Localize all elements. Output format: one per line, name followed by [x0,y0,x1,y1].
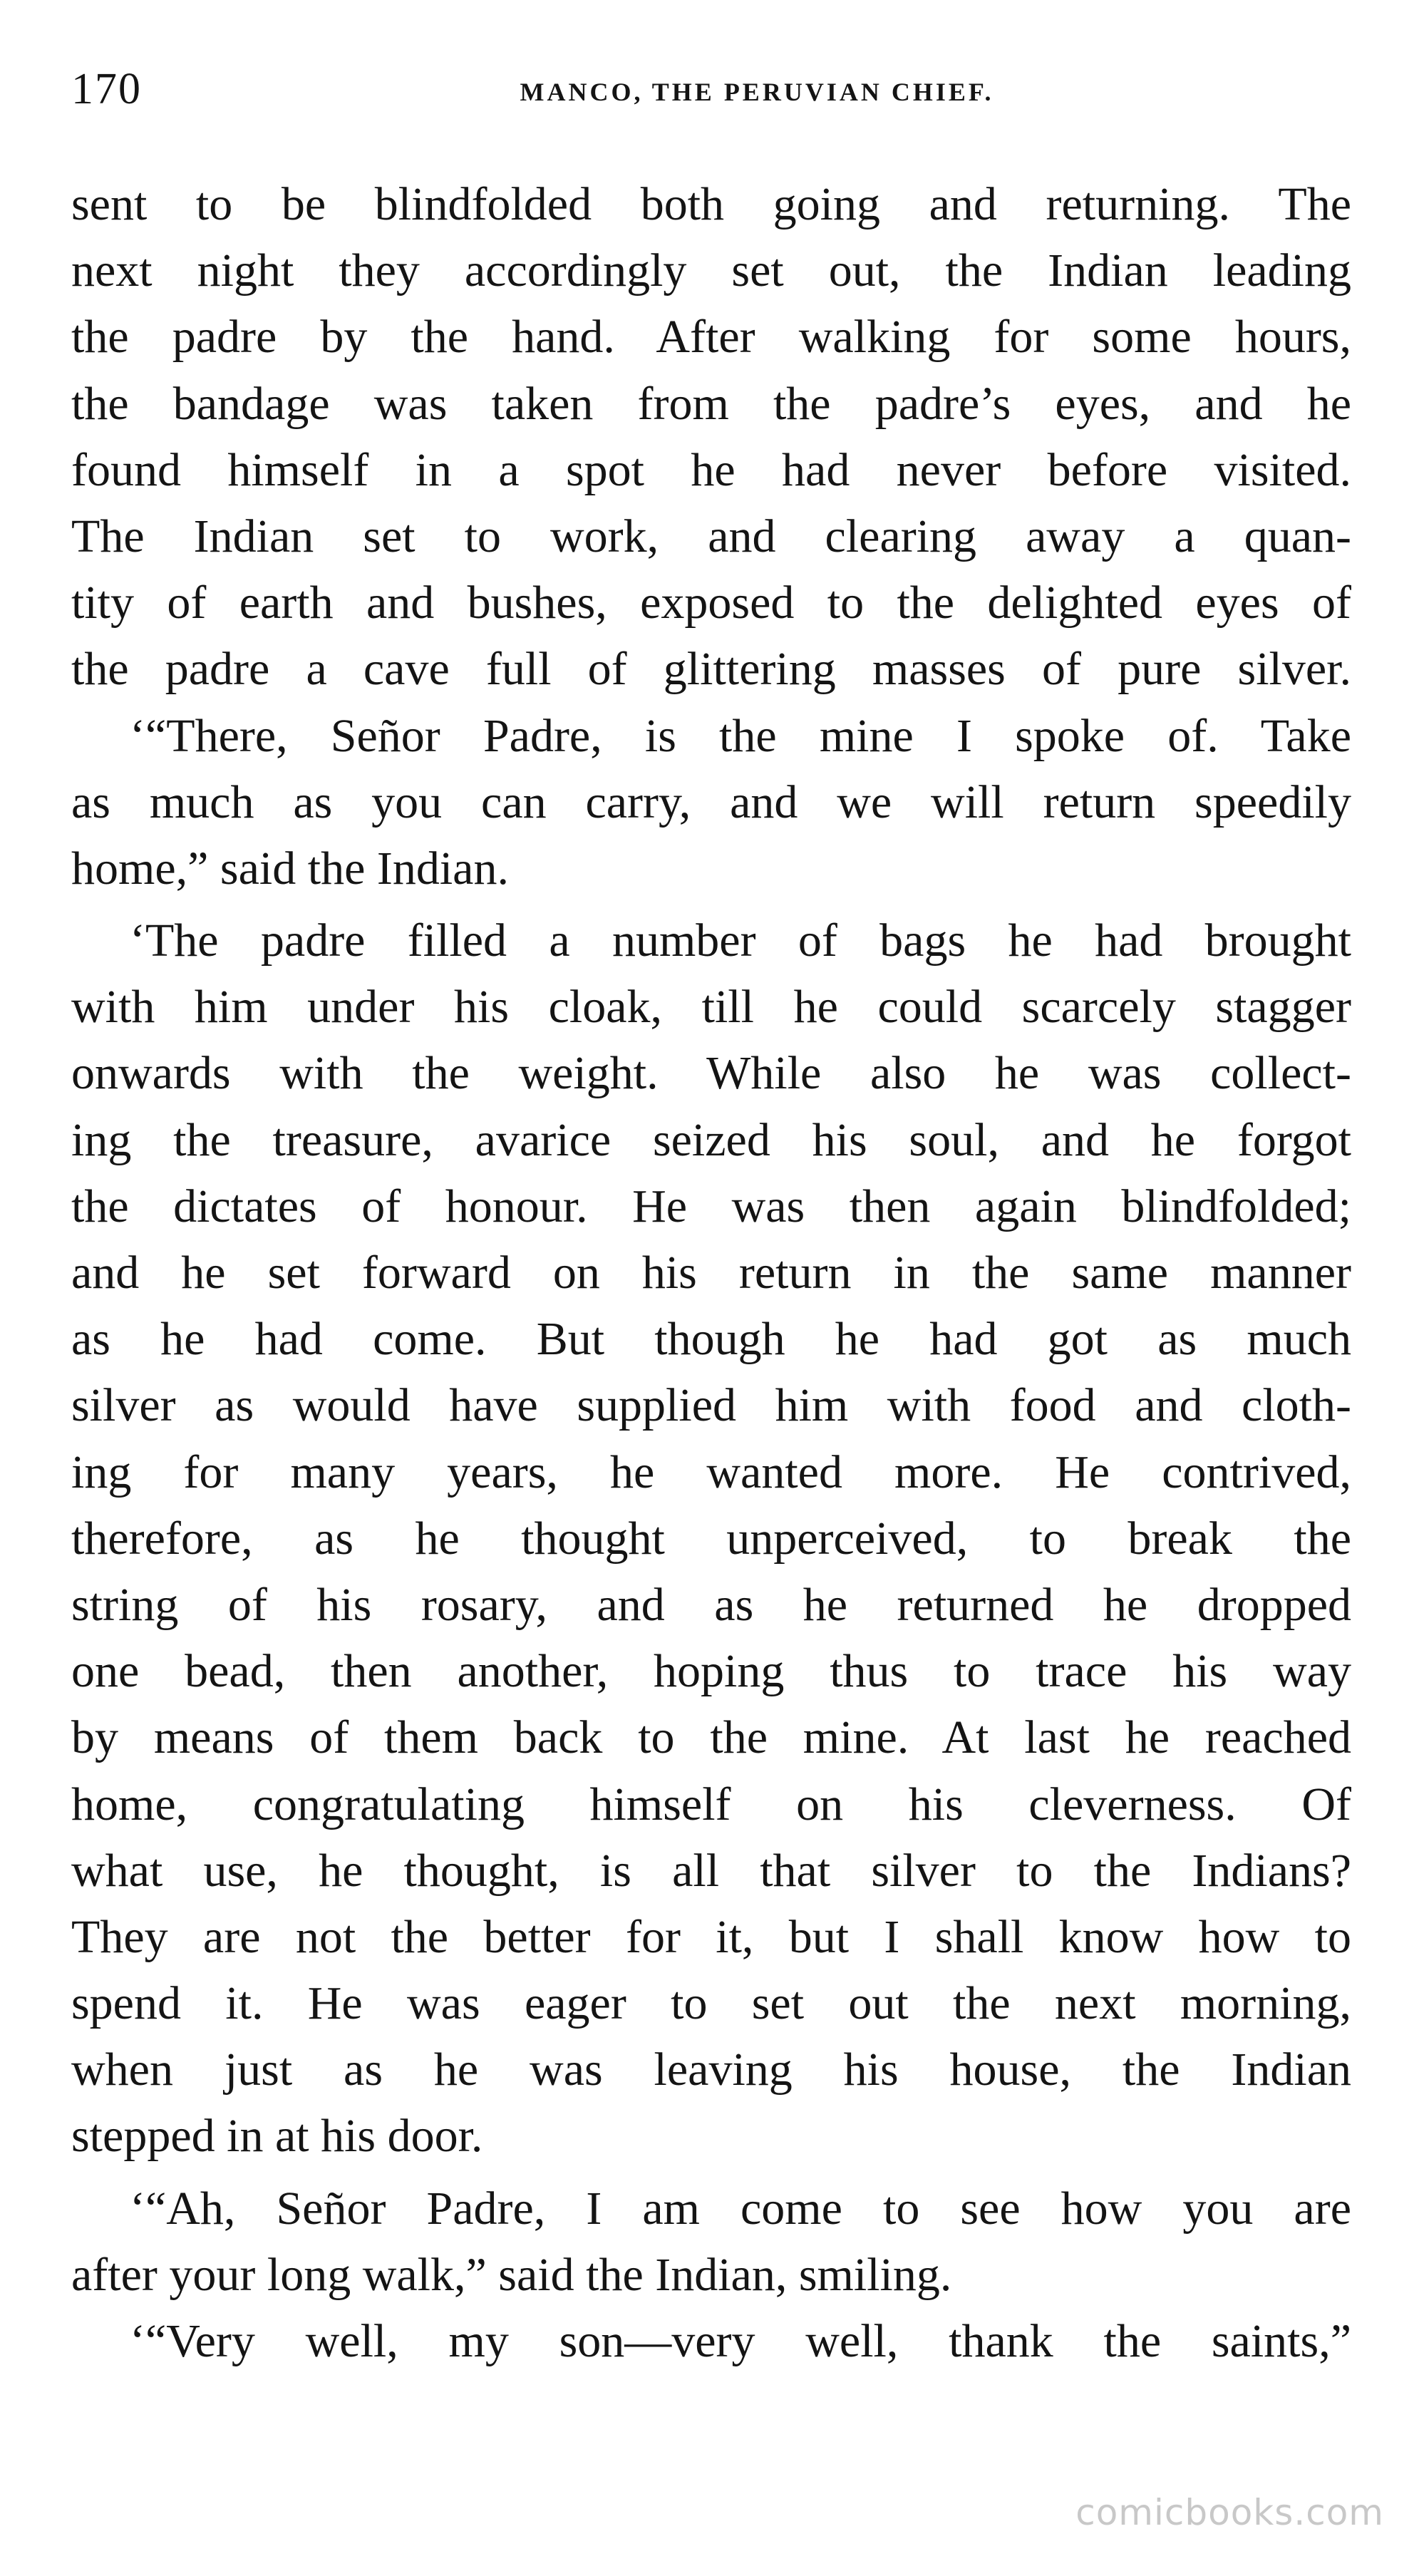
text-line: next night they accordingly set out, the Indian leading [71,244,1351,297]
text-line: as much as you can carry, and we will return speedily [71,776,1351,828]
text-line: onwards with the weight. While also he was collect- [71,1047,1351,1100]
page-header [71,64,1350,128]
text-line: home, congratulating himself on his cleverness. Of [71,1778,1351,1830]
paragraph [71,2308,1351,2374]
text-line: They are not the better for it, but I shall know how to [71,1910,1351,1963]
text-line: ing the treasure, avarice seized his soul, and he forgot [71,1113,1351,1166]
text-line: silver as would have supplied him with food and cloth- [71,1379,1351,1432]
text-line: home,” said the Indian. [71,842,509,895]
paragraph [71,2175,1351,2308]
text-line: as he had come. But though he had got as much [71,1313,1351,1366]
text-line: ‘“Very well, my son—very well, thank the saints,” [130,2315,1351,2367]
text-line: ‘“There, Señor Padre, is the mine I spoke of. Take [130,709,1351,762]
page-number: 170 [71,65,142,113]
text-line: the padre by the hand. After walking for some hours, [71,311,1351,364]
text-line: by means of them back to the mine. At last he reached [71,1711,1351,1764]
text-line: tity of earth and bushes, exposed to the delighted eyes of [71,577,1351,629]
text-line: stepped in at his door. [71,2110,483,2163]
text-line: one bead, then another, hoping thus to trace his way [71,1645,1351,1698]
text-line: the bandage was taken from the padre’s eyes, and he [71,377,1351,430]
text-line: and he set forward on his return in the same manner [71,1247,1351,1299]
running-head: MANCO, THE PERUVIAN CHIEF. [520,78,994,106]
text-line: ‘The padre filled a number of bags he had brought [130,915,1351,967]
text-line: what use, he thought, is all that silver to the Indians? [71,1844,1351,1897]
text-line: sent to be blindfolded both going and returning. The [71,178,1351,230]
text-line: the dictates of honour. He was then again blindfolded; [71,1180,1351,1232]
text-line: string of his rosary, and as he returned he dropped [71,1578,1351,1631]
text-line: found himself in a spot he had never before visited. [71,443,1351,496]
text-line: spend it. He was eager to set out the next morning, [71,1977,1351,2030]
paragraph [71,907,1351,2170]
text-line: with him under his cloak, till he could scarcely stagger [71,981,1351,1034]
text-line: the padre a cave full of glittering masses of pure silver. [71,643,1351,696]
text-line: ing for many years, he wanted more. He contrived, [71,1446,1351,1498]
paragraph [71,703,1351,902]
text-line: The Indian set to work, and clearing away a quan- [71,510,1351,562]
text-line: after your long walk,” said the Indian, smiling. [71,2248,952,2301]
watermark: comicbooks.com [1075,2492,1384,2533]
body-text [71,171,1351,2374]
text-line: therefore, as he thought unperceived, to break the [71,1512,1351,1565]
text-line: when just as he was leaving his house, the Indian [71,2044,1351,2096]
paragraph [71,171,1351,703]
text-line: ‘“Ah, Señor Padre, I am come to see how you are [130,2182,1351,2235]
